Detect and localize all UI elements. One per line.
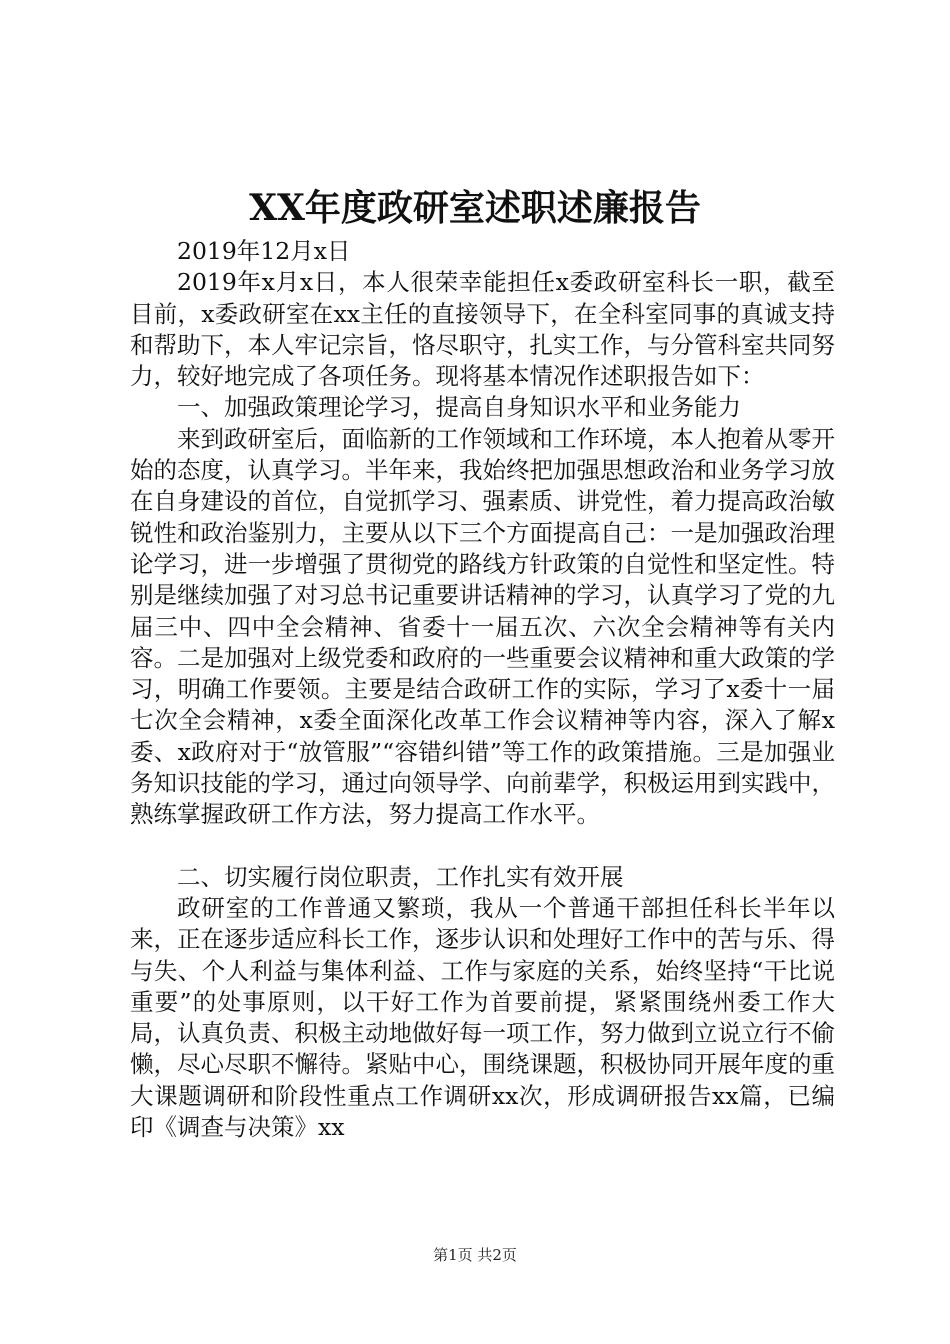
section-heading-1: 一、加强政策理论学习，提高自身知识水平和业务能力 [177, 393, 741, 422]
document-body [130, 236, 835, 1143]
section-heading-2: 二、切实履行岗位职责，工作扎实有效开展 [177, 862, 624, 891]
page-footer: 第1页 共2页 [433, 1246, 517, 1264]
document-date: 2019年12月x日 [177, 237, 351, 265]
document-title: XX年度政研室述职述廉报告 [249, 187, 701, 229]
section-2-paragraph: 政研室的工作普通又繁琐，我从一个普通干部担任科长半年以来，正在逐步适应科长工作，逐步认识和处理好工作中的苦与乐、得与失、个人利益与集体利益、工作与家庭的关系，始终坚持“干比说重要”的处事原则，以干好工作为首要前提，紧紧围绕州委工作大局，认真负责、积极主动地做好每一项工作，努力做到立说立行不偷懒，尽心尽职不懈待。紧贴中心，围绕课题，积极协同开展年度的重大课题调研和阶段性重点工作调研xx次，形成调研报告xx篇，已编印《调查与决策》xx [130, 893, 835, 1142]
intro-paragraph: 2019年x月x日，本人很荣幸能担任x委政研室科长一职，截至目前，x委政研室在xx主任的直接领导下，在全科室同事的真诚支持和帮助下，本人牢记宗旨，恪尽职守，扎实工作，与分管科室共同努力，较好地完成了各项任务。现将基本情况作述职报告如下： [130, 268, 835, 391]
section-1-paragraph: 来到政研室后，面临新的工作领域和工作环境，本人抱着从零开始的态度，认真学习。半年来，我始终把加强思想政治和业务学习放在自身建设的首位，自觉抓学习、强素质、讲党性，着力提高政治敏锐性和政治鉴别力，主要从以下三个方面提高自己：一是加强政治理论学习，进一步增强了贯彻党的路线方针政策的自觉性和坚定性。特别是继续加强了对习总书记重要讲话精神的学习，认真学习了党的九届三中、四中全会精神、省委十一届五次、六次全会精神等有关内容。二是加强对上级党委和政府的一些重要会议精神和重大政策的学习，明确工作要领。主要是结合政研工作的实际，学习了x委十一届七次全会精神，x委全面深化改革工作会议精神等内容，深入了解x委、x政府对于“放管服”“容错纠错”等工作的政策措施。三是加强业务知识技能的学习，通过向领导学、向前辈学，积极运用到实践中，熟练掌握政研工作方法，努力提高工作水平。 [130, 424, 835, 829]
